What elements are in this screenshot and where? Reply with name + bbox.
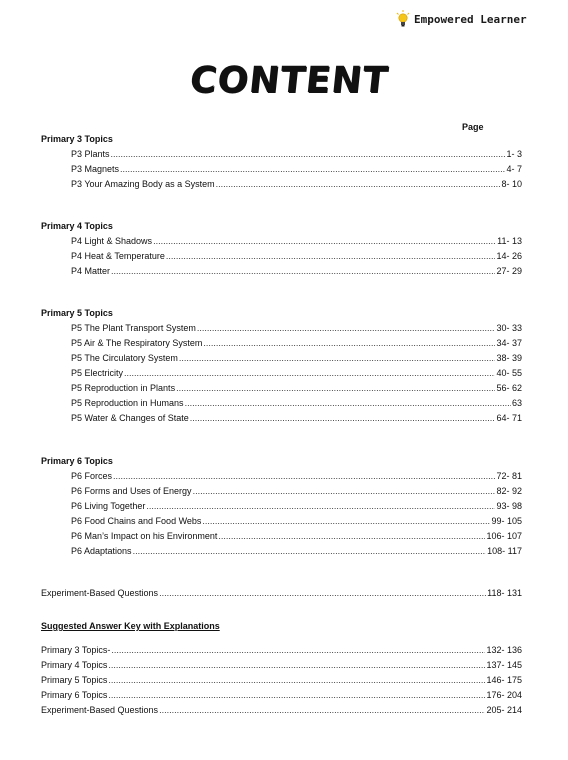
dot-leader <box>179 353 496 364</box>
toc-entry-label: P4 Light & Shadows <box>71 236 153 246</box>
dot-leader <box>146 501 495 512</box>
toc-entry-label: P6 Man’s Impact on his Environment <box>71 531 218 541</box>
dot-leader <box>111 266 495 277</box>
toc-entry <box>71 516 522 527</box>
toc-entry <box>71 501 522 512</box>
toc-entry-label: P5 Reproduction in Humans <box>71 398 184 408</box>
toc-entry-pages: 38- 39 <box>496 353 522 363</box>
toc-entry-pages: 11- 13 <box>497 236 522 246</box>
toc-entry-label: P6 Living Together <box>71 501 146 511</box>
dot-leader <box>108 660 485 671</box>
toc-entry <box>71 546 522 557</box>
lightbulb-icon <box>396 10 410 28</box>
toc-entry <box>71 179 522 190</box>
section-title-primary-4: Primary 4 Topics <box>41 221 113 231</box>
toc-entry <box>71 251 522 262</box>
toc-entry-label: P4 Heat & Temperature <box>71 251 165 261</box>
toc-entry-pages: 146- 175 <box>486 675 522 685</box>
toc-entry <box>71 323 522 334</box>
dot-leader <box>108 675 485 686</box>
toc-entry-pages: 82- 92 <box>496 486 522 496</box>
toc-entry-pages: 64- 71 <box>496 413 522 423</box>
toc-entry <box>71 413 522 424</box>
toc-entry-pages: 63 <box>511 398 522 408</box>
toc-entry <box>71 236 522 247</box>
section-title-primary-5: Primary 5 Topics <box>41 308 113 318</box>
toc-entry-pages: 72- 81 <box>496 471 522 481</box>
brand-logo <box>396 10 527 28</box>
toc-entry-pages: 14- 26 <box>496 251 522 261</box>
toc-entry-label: P5 Electricity <box>71 368 124 378</box>
toc-entry <box>41 645 522 656</box>
toc-entry-label: P5 The Plant Transport System <box>71 323 196 333</box>
dot-leader <box>203 338 495 349</box>
toc-entry-pages: 99- 105 <box>491 516 522 526</box>
toc-entry-pages: 137- 145 <box>486 660 522 670</box>
toc-entry-pages: 1- 3 <box>506 149 522 159</box>
toc-entry-pages: 56- 62 <box>496 383 522 393</box>
toc-entry-pages: 30- 33 <box>496 323 522 333</box>
toc-entry-pages: 106- 107 <box>486 531 522 541</box>
toc-entry <box>71 383 522 394</box>
toc-entry-label: Primary 4 Topics <box>41 660 108 670</box>
dot-leader <box>166 251 496 262</box>
dot-leader <box>124 368 495 379</box>
toc-entry <box>71 486 522 497</box>
dot-leader <box>159 705 485 716</box>
toc-entry-label: P5 Water & Changes of State <box>71 413 189 423</box>
toc-entry-label: Primary 3 Topics- <box>41 645 111 655</box>
toc-entry-pages: 4- 7 <box>506 164 522 174</box>
dot-leader <box>202 516 490 527</box>
dot-leader <box>193 486 496 497</box>
dot-leader <box>108 690 485 701</box>
toc-entry-pages: 40- 55 <box>496 368 522 378</box>
dot-leader <box>153 236 496 247</box>
page-title: CONTENT <box>187 60 391 101</box>
brand-name: Empowered Learner <box>414 12 527 26</box>
toc-entry-experiment <box>41 588 522 599</box>
dot-leader <box>185 398 511 409</box>
dot-leader <box>159 588 486 599</box>
toc-entry <box>71 471 522 482</box>
toc-entry-label: P6 Adaptations <box>71 546 132 556</box>
dot-leader <box>197 323 496 334</box>
toc-entry-label: P3 Plants <box>71 149 110 159</box>
dot-leader <box>133 546 487 557</box>
dot-leader <box>111 149 506 160</box>
section-title-primary-6: Primary 6 Topics <box>41 456 113 466</box>
toc-entry <box>41 705 522 716</box>
toc-entry-label: Experiment-Based Questions <box>41 705 159 715</box>
toc-entry-label: P3 Magnets <box>71 164 120 174</box>
toc-entry-label: P6 Food Chains and Food Webs <box>71 516 202 526</box>
page-column-label: Page <box>462 122 484 132</box>
toc-entry <box>71 149 522 160</box>
toc-entry-pages: 108- 117 <box>487 546 522 556</box>
toc-entry-pages: 8- 10 <box>501 179 522 189</box>
toc-entry <box>71 164 522 175</box>
toc-entry-pages: 34- 37 <box>496 338 522 348</box>
dot-leader <box>216 179 501 190</box>
toc-entry <box>71 368 522 379</box>
toc-entry-pages: 93- 98 <box>496 501 522 511</box>
toc-entry-pages: 132- 136 <box>486 645 522 655</box>
toc-entry-label: P3 Your Amazing Body as a System <box>71 179 215 189</box>
toc-entry <box>41 675 522 686</box>
toc-entry-pages: 176- 204 <box>486 690 522 700</box>
dot-leader <box>111 645 485 656</box>
toc-entry-label: P5 Air & The Respiratory System <box>71 338 203 348</box>
toc-entry-label: P4 Matter <box>71 266 111 276</box>
toc-entry-label: Primary 5 Topics <box>41 675 108 685</box>
toc-entry <box>41 690 522 701</box>
toc-entry <box>71 266 522 277</box>
dot-leader <box>218 531 485 542</box>
dot-leader <box>120 164 505 175</box>
toc-entry <box>71 338 522 349</box>
toc-entry-pages: 205- 214 <box>486 705 522 715</box>
section-title-primary-3: Primary 3 Topics <box>41 134 113 144</box>
toc-entry <box>71 353 522 364</box>
dot-leader <box>113 471 495 482</box>
section-title-answer-key: Suggested Answer Key with Explanations <box>41 621 220 631</box>
toc-entry-label: Experiment-Based Questions <box>41 588 159 598</box>
toc-entry-label: P5 The Circulatory System <box>71 353 178 363</box>
dot-leader <box>190 413 496 424</box>
toc-entry <box>71 398 522 409</box>
toc-entry-label: P6 Forces <box>71 471 113 481</box>
dot-leader <box>176 383 495 394</box>
toc-entry-pages: 27- 29 <box>496 266 522 276</box>
toc-entry-pages: 118- 131 <box>487 588 522 598</box>
toc-entry-label: P5 Reproduction in Plants <box>71 383 176 393</box>
toc-entry-label: Primary 6 Topics <box>41 690 108 700</box>
toc-entry <box>41 660 522 671</box>
toc-entry <box>71 531 522 542</box>
toc-entry-label: P6 Forms and Uses of Energy <box>71 486 192 496</box>
